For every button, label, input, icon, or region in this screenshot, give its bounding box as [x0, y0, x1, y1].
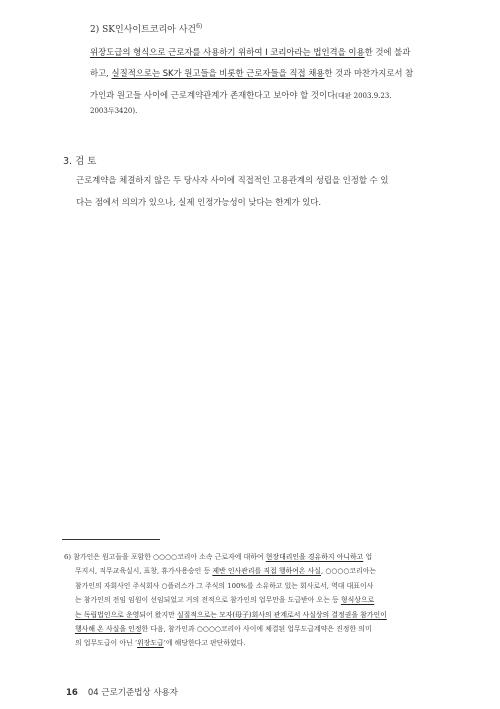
underlined-phrase: 실질적으로는 SK가 원고들을 비롯한 근로자들을 직접 채용	[111, 68, 325, 79]
paragraph-line: 다는 점에서 의의가 있으나, 실제 인정가능성이 낮다는 한계가 있다.	[76, 197, 322, 207]
case-heading-text: 2) SK인사이트코리아 사건	[90, 25, 197, 35]
text-segment: ’에 해당한다고 판단하였다.	[163, 639, 246, 648]
underlined-phrase: 행사해 온 사실을 인정	[75, 625, 142, 634]
review-section-title: 3. 검 토	[63, 156, 97, 167]
footnote-line	[64, 593, 434, 607]
text-segment: 되어 왔지만	[139, 610, 177, 619]
underlined-phrase: 위장도급	[137, 639, 164, 648]
footnote-line	[64, 636, 434, 650]
page-footer	[66, 686, 178, 698]
footnote-ref: 6)	[196, 23, 203, 30]
text-segment: 6) 참가인은 원고들을 포함한 ○○○○코리아 소속 근로자에 대하여	[64, 553, 266, 561]
running-title: 04 근로기준법상 사용자	[87, 688, 178, 698]
text-segment: , ○○○○코리아는	[320, 567, 377, 576]
paragraph-line: 근로계약을 체결하지 않은 두 당사자 사이에 직접적인 고용관계의 성립을 인정할 수 있	[76, 175, 389, 185]
review-paragraph	[76, 169, 436, 213]
text-segment: 한 것과 마찬가지로서 참	[324, 68, 414, 79]
footnote-line	[64, 550, 434, 564]
underlined-phrase: 제반 인사관리를 직접 행하여온 사실	[212, 567, 321, 576]
text-segment: (대판 2003.9.23.	[335, 91, 392, 100]
footnote-divider	[62, 539, 160, 540]
footnote-line	[64, 564, 434, 578]
paragraph-line	[90, 63, 420, 84]
footnote-line	[64, 608, 434, 622]
underlined-phrase: 실질적으로는 모자(母子)회사의 관계로서 사실상의 결정권을 참가인이	[176, 610, 387, 619]
case-heading	[90, 22, 202, 35]
case-summary-paragraph	[90, 42, 420, 118]
text-segment: 한 다음, 참가인과 ○○○○코리아 사이에 체결된 업무도급계약은 진정한 의미	[141, 625, 372, 634]
text-segment: 는 참가인의 전임 임원이 선임되었고 거의 전적으로 참가인의 업무만을 도급받아 오는 등	[75, 596, 341, 605]
paragraph-line	[90, 42, 420, 63]
paragraph-line	[90, 85, 420, 107]
footnote-block	[64, 550, 434, 651]
text-segment: 무지시, 직무교육실시, 표창, 휴가사용승인 등	[75, 567, 213, 576]
text-segment: 가인과 원고들 사이에 근로계약관계가 존재한다고 보아야 할 것이다	[90, 89, 336, 100]
underlined-phrase: 는 독립법인으로 운영	[75, 610, 140, 619]
text-segment: 참가인의 자회사인 주식회사 ○플러스가 그 주식의 100%를 소유하고 있는 회사로서, 역대 대표이사	[75, 581, 374, 590]
text-segment: 한 것에 불과	[364, 47, 411, 57]
underlined-phrase: 위장도급의 형식으로 근로자를 사용하기 위하여 I 코리아라는 법인격을 이용	[90, 47, 365, 57]
underlined-phrase: 현장대리인을 경유하지 아니하고	[265, 553, 364, 561]
footnote-line	[64, 579, 434, 593]
page-number: 16	[66, 688, 78, 698]
footnote-line	[64, 622, 434, 636]
text-segment: 의 업무도급이 아닌 ‘	[75, 639, 138, 648]
underlined-phrase: 형식상으로	[340, 596, 375, 605]
text-segment: 2003두3420).	[90, 107, 138, 116]
text-segment: 업	[363, 553, 373, 561]
text-segment: 하고,	[90, 68, 112, 79]
